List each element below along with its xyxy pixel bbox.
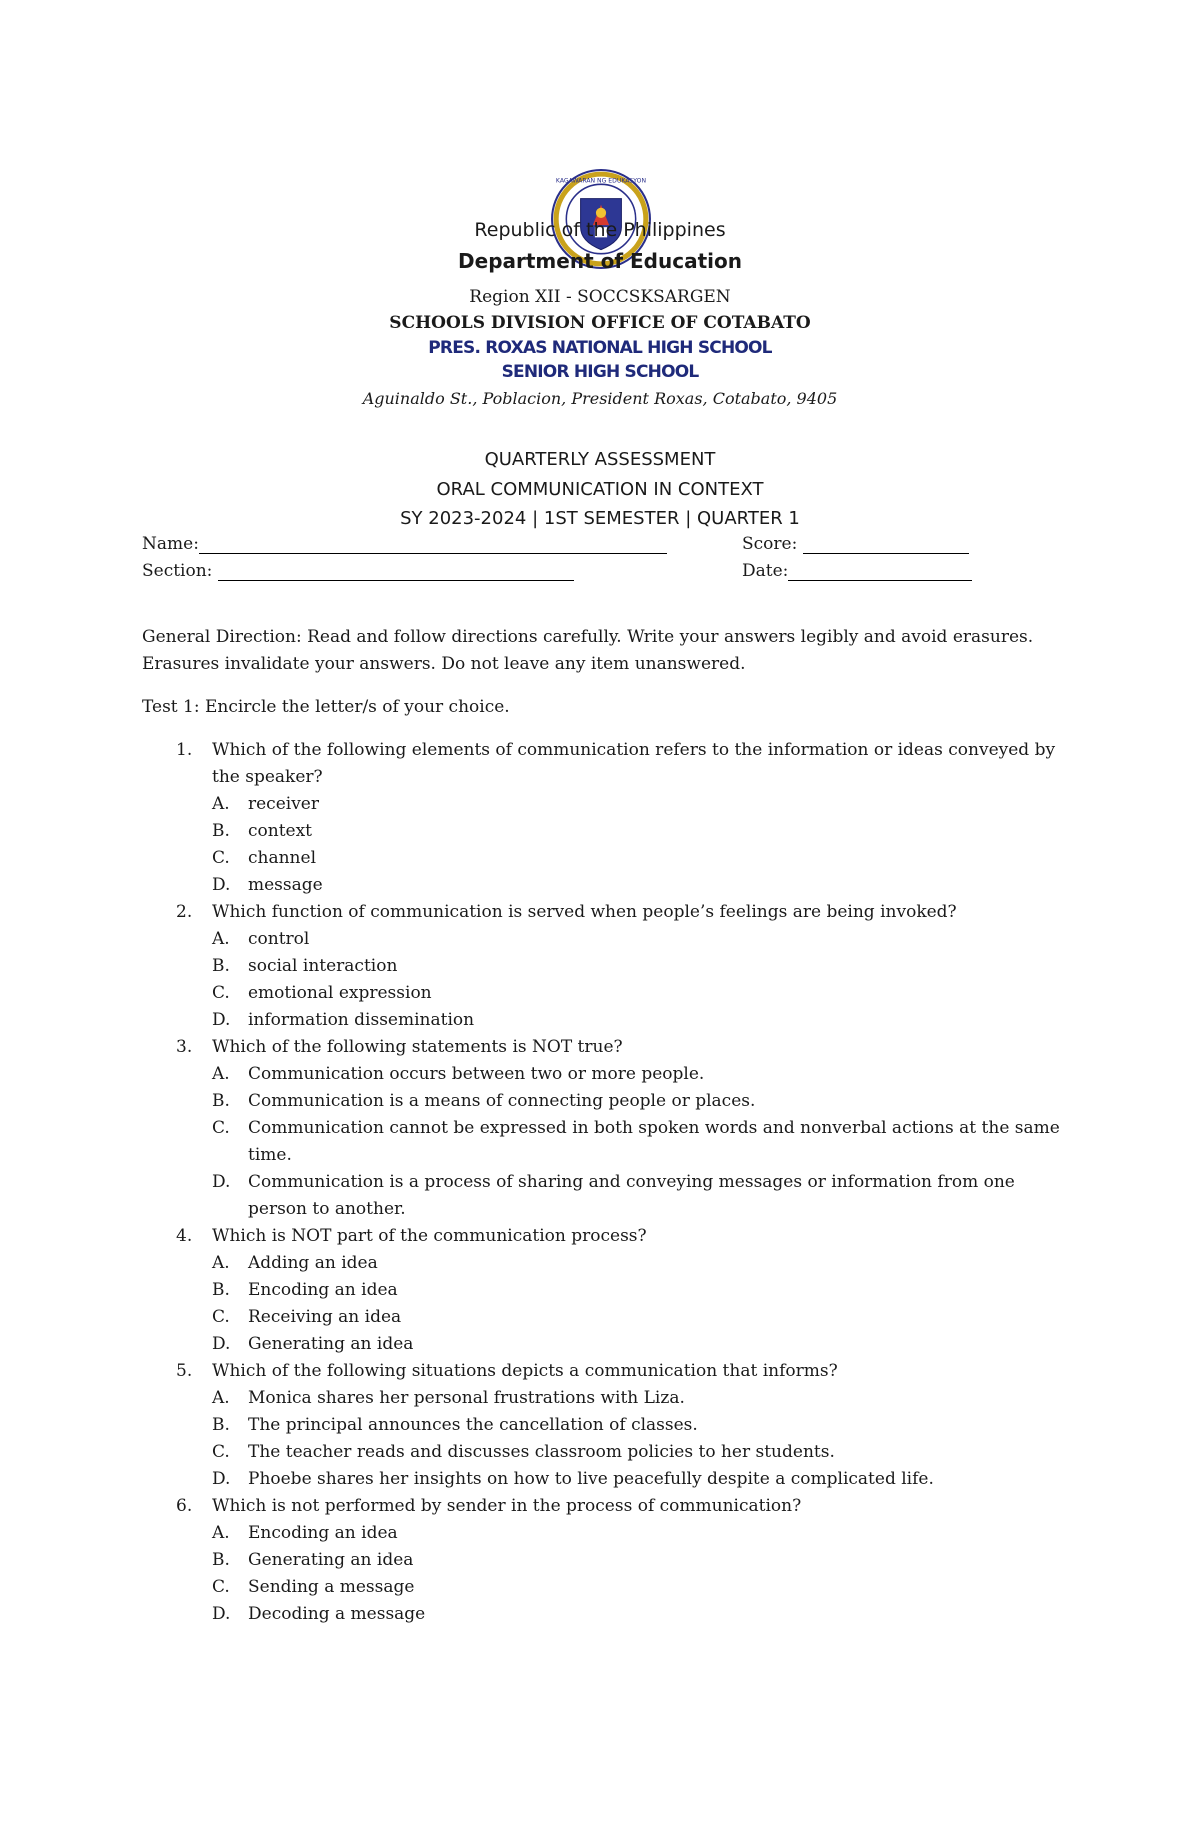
exam-body bbox=[142, 624, 1062, 1628]
option-text: information dissemination bbox=[248, 1010, 475, 1030]
option-text: Encoding an idea bbox=[248, 1523, 398, 1543]
option-letter[interactable]: D. bbox=[212, 1469, 231, 1489]
option-text: Phoebe shares her insights on how to live peacefully despite a complicated life. bbox=[248, 1469, 934, 1489]
question-text: Which of the following statements is NOT true? bbox=[212, 1037, 623, 1057]
svg-text:KAGAWARAN NG EDUKASYON: KAGAWARAN NG EDUKASYON bbox=[555, 177, 647, 185]
option-letter[interactable]: A. bbox=[212, 1523, 230, 1543]
answer-option[interactable] bbox=[142, 1331, 1062, 1358]
score-blank[interactable] bbox=[803, 536, 969, 554]
option-text: Adding an idea bbox=[248, 1253, 378, 1273]
option-letter[interactable]: A. bbox=[212, 1388, 230, 1408]
option-letter[interactable]: C. bbox=[212, 983, 230, 1003]
exam-subject: ORAL COMMUNICATION IN CONTEXT bbox=[436, 479, 764, 500]
answer-option[interactable] bbox=[142, 1304, 1062, 1331]
question-text: Which is NOT part of the communication process? bbox=[212, 1226, 647, 1246]
answer-option[interactable] bbox=[142, 926, 1062, 953]
section-label: Section: bbox=[142, 561, 213, 581]
option-text: message bbox=[248, 875, 323, 895]
department-line: Department of Education bbox=[458, 249, 742, 273]
section-blank[interactable] bbox=[218, 563, 574, 581]
option-text: Communication is a means of connecting people or places. bbox=[248, 1091, 756, 1111]
question-text: Which is not performed by sender in the process of communication? bbox=[212, 1496, 802, 1516]
option-text: social interaction bbox=[248, 956, 398, 976]
option-text: context bbox=[248, 821, 313, 841]
answer-option[interactable] bbox=[142, 1574, 1062, 1601]
answer-option[interactable] bbox=[142, 1088, 1062, 1115]
date-blank[interactable] bbox=[788, 563, 972, 581]
name-blank[interactable] bbox=[199, 536, 667, 554]
question-text: Which of the following situations depicts a communication that informs? bbox=[212, 1361, 838, 1381]
question-item bbox=[142, 737, 1062, 791]
option-letter[interactable]: C. bbox=[212, 1442, 230, 1462]
republic-line: Republic of the Philippines bbox=[474, 219, 726, 241]
option-letter[interactable]: D. bbox=[212, 1172, 231, 1192]
option-text: Decoding a message bbox=[248, 1604, 426, 1624]
option-letter[interactable]: C. bbox=[212, 1118, 230, 1138]
score-label: Score: bbox=[742, 534, 798, 554]
option-text: Sending a message bbox=[248, 1577, 415, 1597]
question-text: Which of the following elements of communication refers to the information or ideas conveyed by the speaker? bbox=[212, 740, 1056, 787]
date-field[interactable] bbox=[742, 561, 972, 581]
option-letter[interactable]: B. bbox=[212, 1415, 230, 1435]
option-text: receiver bbox=[248, 794, 319, 814]
option-letter[interactable]: B. bbox=[212, 1091, 230, 1111]
option-letter[interactable]: D. bbox=[212, 1334, 231, 1354]
option-text: Generating an idea bbox=[248, 1334, 414, 1354]
option-letter[interactable]: B. bbox=[212, 956, 230, 976]
option-text: Communication is a process of sharing and conveying messages or information from one person to another. bbox=[248, 1172, 1015, 1219]
school-address: Aguinaldo St., Poblacion, President Roxas, Cotabato, 9405 bbox=[362, 389, 838, 408]
question-item bbox=[142, 1034, 1062, 1061]
answer-option[interactable] bbox=[142, 1412, 1062, 1439]
section-field[interactable] bbox=[142, 561, 574, 581]
answer-option[interactable] bbox=[142, 1169, 1062, 1223]
score-field[interactable] bbox=[742, 534, 969, 554]
question-item bbox=[142, 1358, 1062, 1385]
date-label: Date: bbox=[742, 561, 789, 581]
question-number: 5. bbox=[176, 1361, 193, 1381]
test1-instruction: Test 1: Encircle the letter/s of your choice. bbox=[142, 697, 510, 717]
answer-option[interactable] bbox=[142, 1007, 1062, 1034]
question-number: 2. bbox=[176, 902, 193, 922]
option-text: control bbox=[248, 929, 310, 949]
general-direction: General Direction: Read and follow directions carefully. Write your answers legibly and avoid erasures. Erasures invalidate your answers. Do not leave any item unanswered. bbox=[142, 627, 1034, 674]
option-letter[interactable]: D. bbox=[212, 1010, 231, 1030]
answer-option[interactable] bbox=[142, 1547, 1062, 1574]
answer-option[interactable] bbox=[142, 1061, 1062, 1088]
answer-option[interactable] bbox=[142, 1115, 1062, 1169]
answer-option[interactable] bbox=[142, 953, 1062, 980]
option-letter[interactable]: B. bbox=[212, 821, 230, 841]
option-text: The teacher reads and discusses classroom policies to her students. bbox=[248, 1442, 835, 1462]
region-line: Region XII - SOCCSKSARGEN bbox=[469, 287, 731, 307]
answer-option[interactable] bbox=[142, 1385, 1062, 1412]
option-text: Monica shares her personal frustrations with Liza. bbox=[248, 1388, 685, 1408]
answer-option[interactable] bbox=[142, 1439, 1062, 1466]
answer-option[interactable] bbox=[142, 1601, 1062, 1628]
answer-option[interactable] bbox=[142, 791, 1062, 818]
name-field[interactable] bbox=[142, 534, 667, 554]
option-text: Generating an idea bbox=[248, 1550, 414, 1570]
question-item bbox=[142, 899, 1062, 926]
answer-option[interactable] bbox=[142, 1466, 1062, 1493]
answer-option[interactable] bbox=[142, 980, 1062, 1007]
option-letter[interactable]: A. bbox=[212, 1253, 230, 1273]
question-item bbox=[142, 1223, 1062, 1250]
exam-term: SY 2023-2024 | 1ST SEMESTER | QUARTER 1 bbox=[400, 508, 800, 529]
answer-option[interactable] bbox=[142, 818, 1062, 845]
exam-title: QUARTERLY ASSESSMENT bbox=[484, 449, 716, 470]
question-list bbox=[142, 737, 1062, 1628]
option-letter[interactable]: C. bbox=[212, 848, 230, 868]
answer-option[interactable] bbox=[142, 1250, 1062, 1277]
question-number: 1. bbox=[176, 740, 193, 760]
option-letter[interactable]: C. bbox=[212, 1577, 230, 1597]
option-letter[interactable]: A. bbox=[212, 929, 230, 949]
name-label: Name: bbox=[142, 534, 199, 554]
option-letter[interactable]: D. bbox=[212, 1604, 231, 1624]
question-number: 4. bbox=[176, 1226, 193, 1246]
answer-option[interactable] bbox=[142, 1520, 1062, 1547]
division-line: SCHOOLS DIVISION OFFICE OF COTABATO bbox=[389, 313, 811, 333]
option-text: Encoding an idea bbox=[248, 1280, 398, 1300]
answer-option[interactable] bbox=[142, 872, 1062, 899]
option-letter[interactable]: B. bbox=[212, 1280, 230, 1300]
option-text: Receiving an idea bbox=[248, 1307, 402, 1327]
answer-option[interactable] bbox=[142, 845, 1062, 872]
option-letter[interactable]: A. bbox=[212, 794, 230, 814]
option-text: Communication cannot be expressed in both spoken words and nonverbal actions at the same time. bbox=[248, 1118, 1060, 1165]
school-level: SENIOR HIGH SCHOOL bbox=[501, 362, 699, 382]
question-number: 6. bbox=[176, 1496, 193, 1516]
question-text: Which function of communication is served when people’s feelings are being invoked? bbox=[212, 902, 957, 922]
option-letter[interactable]: A. bbox=[212, 1064, 230, 1084]
option-letter[interactable]: D. bbox=[212, 875, 231, 895]
answer-option[interactable] bbox=[142, 1277, 1062, 1304]
option-text: emotional expression bbox=[248, 983, 432, 1003]
question-item bbox=[142, 1493, 1062, 1520]
question-number: 3. bbox=[176, 1037, 193, 1057]
option-text: Communication occurs between two or more people. bbox=[248, 1064, 705, 1084]
option-letter[interactable]: B. bbox=[212, 1550, 230, 1570]
option-letter[interactable]: C. bbox=[212, 1307, 230, 1327]
school-name: PRES. ROXAS NATIONAL HIGH SCHOOL bbox=[428, 338, 772, 358]
option-text: The principal announces the cancellation of classes. bbox=[248, 1415, 698, 1435]
option-text: channel bbox=[248, 848, 316, 868]
